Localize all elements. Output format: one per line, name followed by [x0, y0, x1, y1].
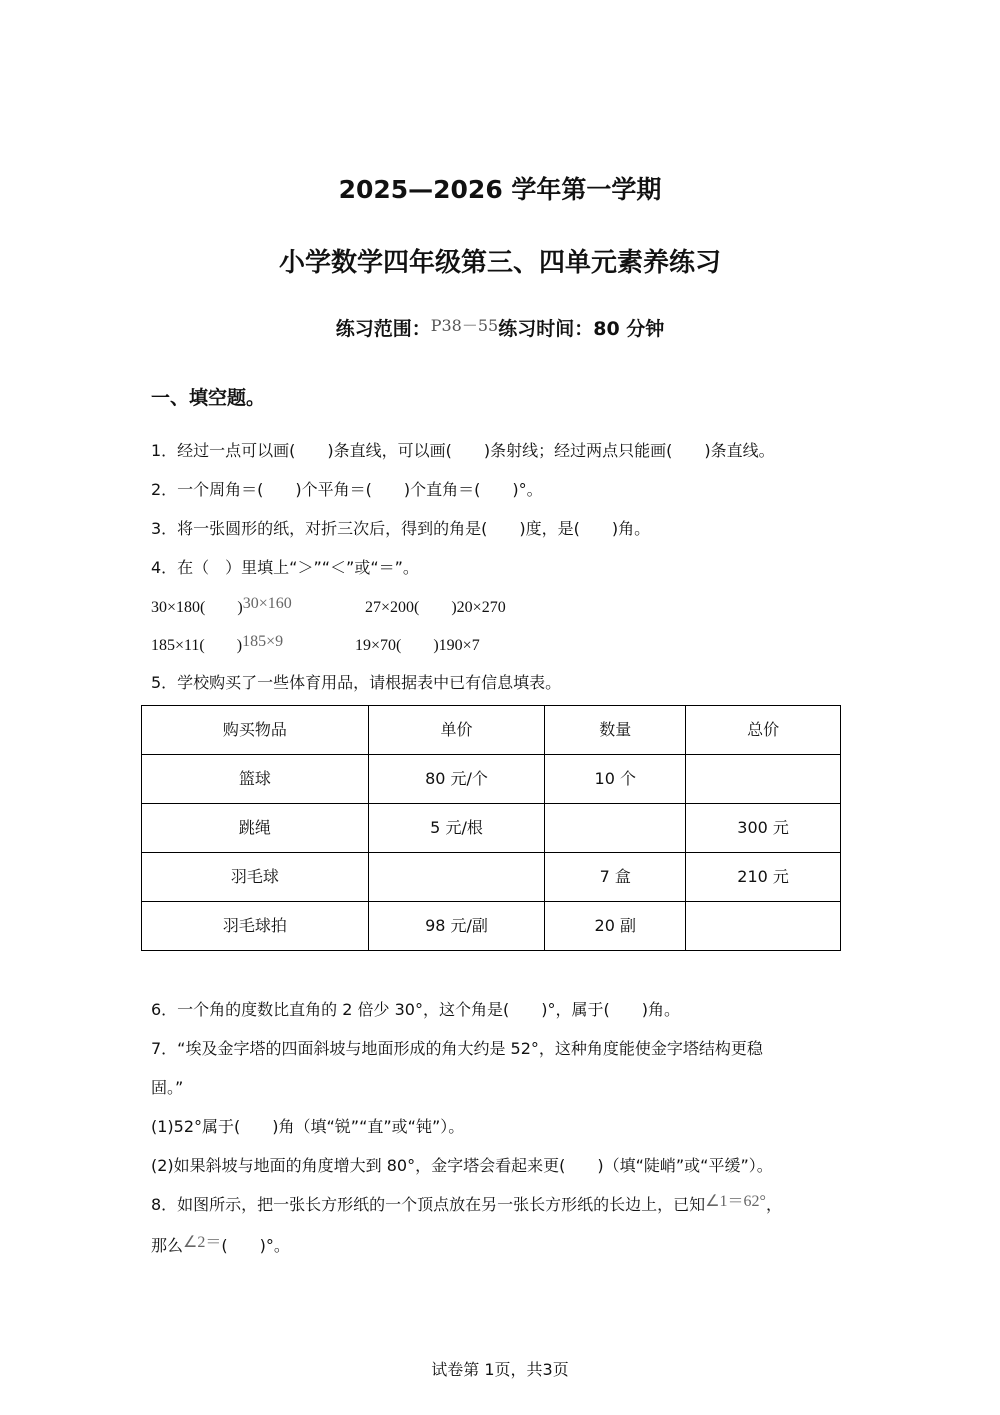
table-cell: 羽毛球拍 — [142, 902, 369, 951]
question-8-line-2 — [151, 1233, 290, 1256]
table-header-row — [142, 706, 841, 755]
question-6: 6．一个角的度数比直角的 2 倍少 30°，这个角是( )°，属于( )角。 — [151, 1000, 680, 1019]
section-heading-fill-in: 一、填空题。 — [151, 387, 266, 409]
table-row — [142, 804, 841, 853]
question-1: 1．经过一点可以画( )条直线，可以画( )条射线；经过两点只能画( )条直线。 — [151, 441, 775, 460]
exam-scope-line — [0, 314, 1000, 341]
table-cell: 篮球 — [142, 755, 369, 804]
table-cell: 300 元 — [686, 804, 841, 853]
table-cell: 7 盒 — [545, 853, 686, 902]
question-8-line-1 — [151, 1192, 782, 1215]
question-4-row-1a — [151, 594, 292, 617]
table-row — [142, 853, 841, 902]
question-2: 2．一个周角＝( )个平角＝( )个直角＝( )°。 — [151, 480, 543, 499]
compare-expr-2: 185×9 — [242, 633, 284, 650]
table-cell: 80 元/个 — [368, 755, 545, 804]
question-4-row-2b: 19×70( )190×7 — [355, 637, 480, 654]
compare-left-1: 30×180( ) — [151, 599, 243, 616]
table-cell: 跳绳 — [142, 804, 369, 853]
q8-text-d: ( )°。 — [221, 1236, 290, 1255]
table-header-cell: 总价 — [686, 706, 841, 755]
angle-1-expr: ∠1＝62° — [705, 1193, 766, 1210]
table-cell: 10 个 — [545, 755, 686, 804]
exam-title-term: 2025—2026 学年第一学期 — [338, 175, 662, 204]
question-7-sub-2: (2)如果斜坡与地面的角度增大到 80°，金字塔会看起来更( )（填“陡峭”或“平缓”）。 — [151, 1156, 773, 1175]
angle-2-expr: ∠2＝ — [183, 1234, 222, 1251]
table-header-cell: 数量 — [545, 706, 686, 755]
scope-label: 练习范围： — [335, 318, 431, 340]
question-7-line-1: 7．“埃及金字塔的四面斜坡与地面形成的角大约是 52°，这种角度能使金字塔结构更稳 — [151, 1039, 763, 1058]
exam-title-subject: 小学数学四年级第三、四单元素养练习 — [278, 248, 721, 278]
question-4: 4．在（ ）里填上“＞”“＜”或“＝”。 — [151, 558, 419, 577]
table-cell — [686, 755, 841, 804]
q8-text-c: 那么 — [151, 1236, 184, 1255]
table-row — [142, 902, 841, 951]
question-4-row-2a — [151, 632, 283, 655]
table-cell — [368, 853, 545, 902]
table-row — [142, 755, 841, 804]
question-7-line-2: 固。” — [151, 1078, 184, 1097]
question-3: 3．将一张圆形的纸，对折三次后，得到的角是( )度，是( )角。 — [151, 519, 651, 538]
scope-value: P38－55 — [430, 316, 499, 335]
table-cell: 5 元/根 — [368, 804, 545, 853]
table-header-cell: 购买物品 — [142, 706, 369, 755]
time-label: 练习时间：80 分钟 — [498, 318, 665, 340]
table-cell: 210 元 — [686, 853, 841, 902]
q8-text-a: 8．如图所示，把一张长方形纸的一个顶点放在另一张长方形纸的长边上，已知 — [151, 1195, 706, 1214]
question-4-row-1b: 27×200( )20×270 — [365, 599, 506, 616]
compare-expr-1: 30×160 — [242, 595, 292, 612]
page-footer: 试卷第 1页，共3页 — [431, 1360, 569, 1379]
table-cell: 98 元/副 — [368, 902, 545, 951]
question-5: 5．学校购买了一些体育用品，请根据表中已有信息填表。 — [151, 673, 562, 692]
compare-left-2: 185×11( ) — [151, 637, 243, 654]
table-cell: 羽毛球 — [142, 853, 369, 902]
table-cell — [686, 902, 841, 951]
table-cell: 20 副 — [545, 902, 686, 951]
question-7-sub-1: (1)52°属于( )角（填“锐”“直”或“钝”）。 — [151, 1117, 465, 1136]
table-cell — [545, 804, 686, 853]
table-header-cell: 单价 — [368, 706, 545, 755]
goods-table — [141, 705, 841, 951]
q8-text-b: ， — [765, 1195, 782, 1214]
